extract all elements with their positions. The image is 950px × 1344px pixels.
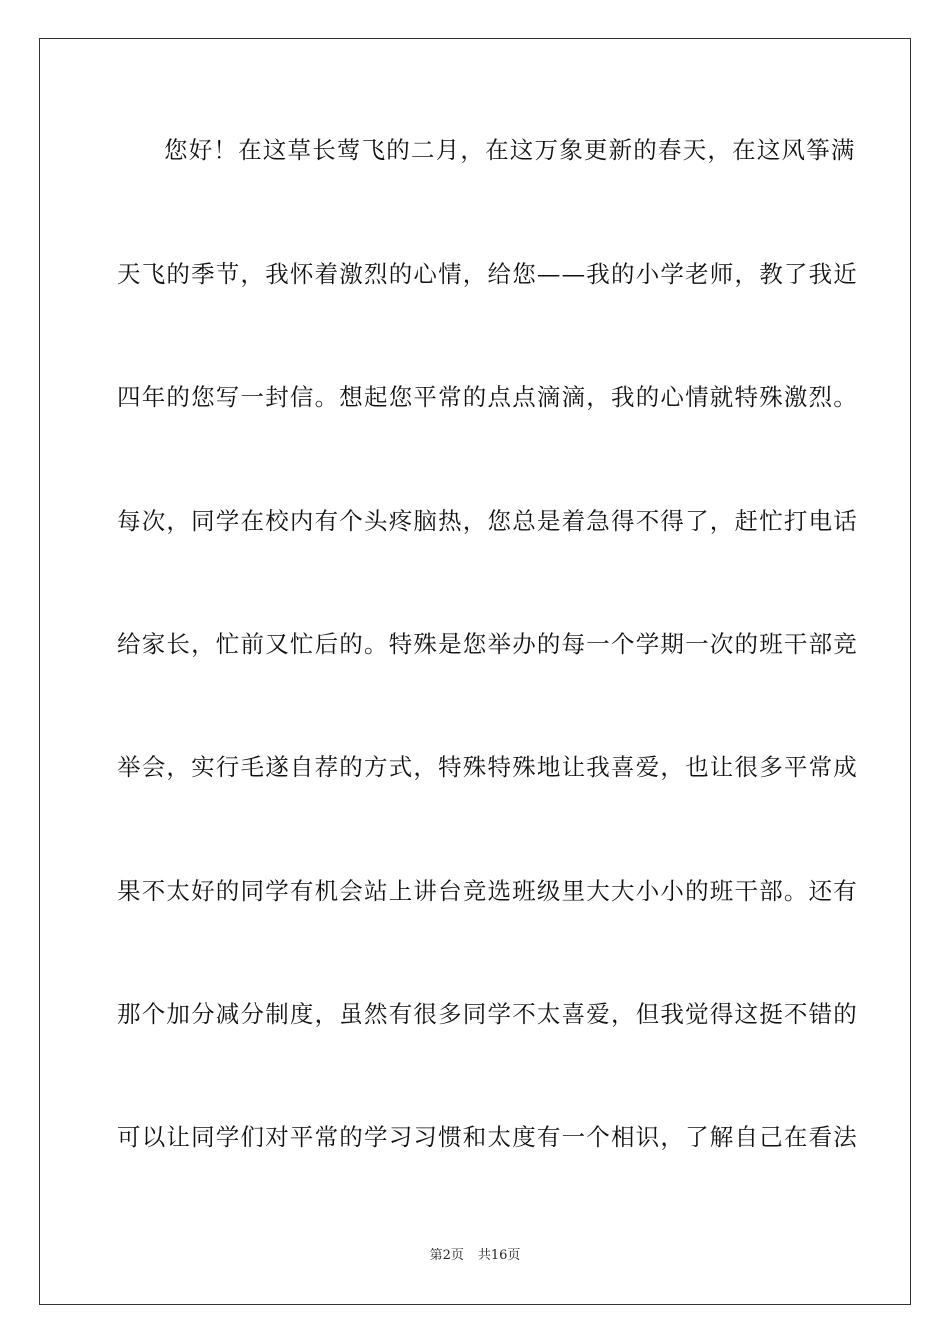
- paragraph-line-9: 可以让同学们对平常的学习习惯和太度有一个相识，了解自己在看法: [117, 1123, 858, 1151]
- page-total: 共16页: [477, 1248, 521, 1263]
- paragraph-line-2: 天飞的季节，我怀着激烈的心情，给您——我的小学老师，教了我近: [117, 260, 858, 288]
- paragraph-line-7: 果不太好的同学有机会站上讲台竞选班级里大大小小的班干部。还有: [117, 877, 858, 905]
- paragraph-line-3: 四年的您写一封信。想起您平常的点点滴滴，我的心情就特殊激烈。: [117, 383, 858, 411]
- paragraph-line-5: 给家长，忙前又忙后的。特殊是您举办的每一个学期一次的班干部竞: [117, 630, 858, 658]
- page-footer: [0, 1247, 950, 1265]
- paragraph-line-6: 举会，实行毛遂自荐的方式，特殊特殊地让我喜爱，也让很多平常成: [117, 753, 858, 781]
- paragraph-line-1: 您好！在这草长莺飞的二月，在这万象更新的春天，在这风筝满: [164, 136, 856, 164]
- paragraph-line-4: 每次，同学在校内有个头疼脑热，您总是着急得不得了，赶忙打电话: [117, 507, 858, 535]
- page-border: [39, 38, 911, 1305]
- page-number: 第2页: [429, 1248, 464, 1263]
- paragraph-line-8: 那个加分减分制度，虽然有很多同学不太喜爱，但我觉得这挺不错的: [117, 1000, 858, 1028]
